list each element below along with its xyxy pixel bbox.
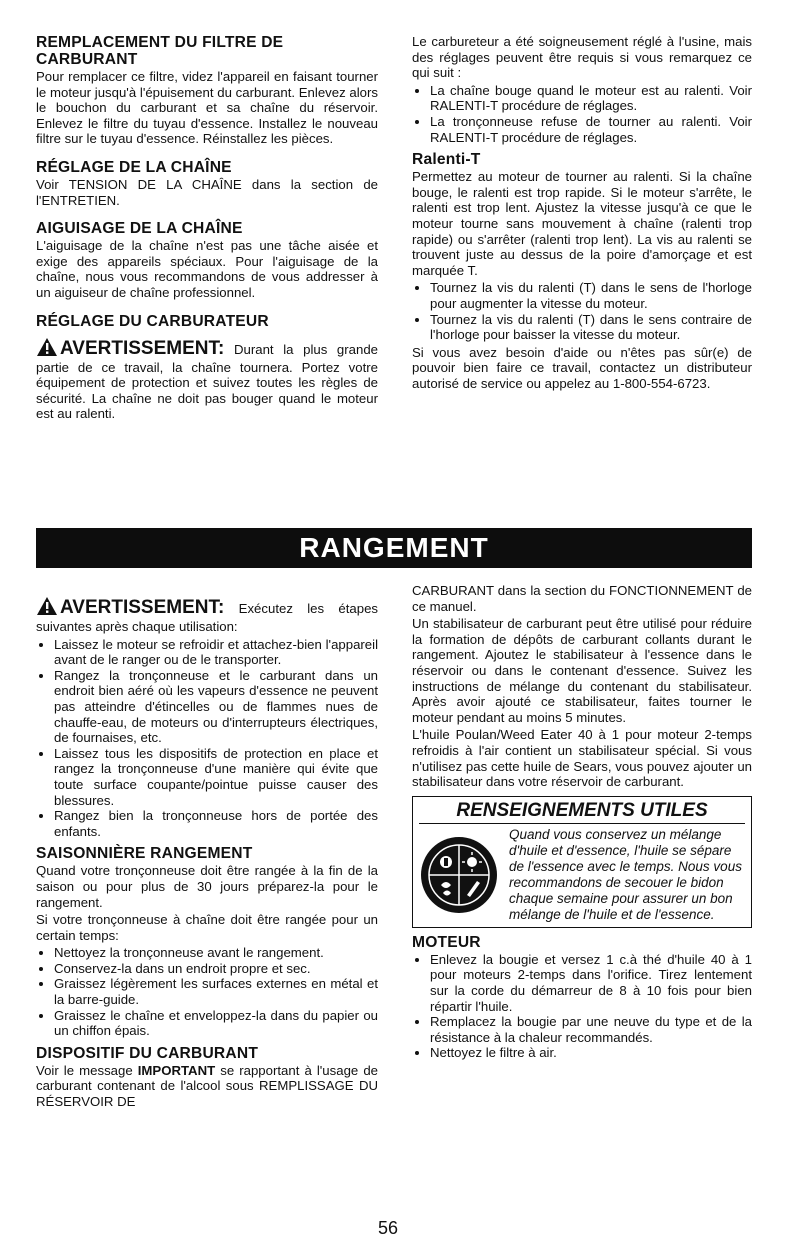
section-banner: RANGEMENT (36, 528, 752, 568)
section-title-chain-adjust: RÉGLAGE DE LA CHAÎNE (36, 158, 232, 176)
engine-list (412, 952, 752, 1061)
stabilizer-text: Un stabilisateur de carburant peut être utilisé pour réduire la formation de dépôts de carburant collants durant le rangement. Ajoutez le stabilisateur à l'essence dans le réservoir ou dans le contenant d'essence. Suivez les instructions de mélange du contenant du stabilisateur. Après avoir ajouté ce stabilisateur, faites tourner le moteur pendant au moins 5 minutes. (412, 616, 752, 725)
section-title-engine: MOTEUR (412, 933, 481, 951)
section-text-fuel-filter: Pour remplacer ce filtre, videz l'appareil en faisant tourner le moteur jusqu'à l'épuisement du carburant. Enlevez alors le bouchon du carburant et sa chaîne du réservoir. Enlevez le filtre du tuyau d'essence. Installez le nouveau filtre sur le tuyau d'essence. Réinstallez les pièces. (36, 69, 378, 147)
carburetor-intro: Le carbureteur a été soigneusement réglé à l'usine, mais des réglages peuvent être requis si vous remarquez ce qui suit : (412, 34, 752, 81)
section-text-ralenti: Permettez au moteur de tourner au ralenti. Si la chaîne bouge, le ralenti est trop rapide. Si le moteur s'arrête, le ralenti est trop lent. Ajustez la vitesse jusqu'à ce que le moteur tourne sans mouvement à chaîne (ralenti trop rapide) ou s'arrêter (ralenti trop lent). La vis au ralenti se trouvent juste au dessus de la poire d'amorçage et est marquée T. (412, 169, 752, 278)
list-item: • Tournez la vis du ralenti (T) dans le sens contraire de l'horloge pour baisser la vitesse du moteur. (430, 312, 752, 343)
list-item: • Rangez bien la tronçonneuse hors de portée des enfants. (54, 808, 378, 839)
warning-triangle-icon (36, 596, 58, 616)
warning-label: AVERTISSEMENT: (60, 337, 225, 359)
list-item: • La tronçonneuse refuse de tourner au ralenti. Voir RALENTI-T procédure de réglages. (430, 114, 752, 145)
list-item: • Graissez le chaîne et enveloppez-la dans du papier ou un chiffon épais. (54, 1008, 378, 1039)
column-bottom-left (36, 596, 378, 1112)
warning-label: AVERTISSEMENT: (60, 597, 225, 618)
fuel-text-important: IMPORTANT (137, 1062, 216, 1078)
fuel-continued-text: CARBURANT dans la section du FONCTIONNEMENT de ce manuel. (412, 583, 752, 614)
warning-text: Exécutez les étapes suivantes après chaque utilisation: (36, 601, 378, 634)
column-bottom-right (412, 583, 752, 1063)
useful-tips-box (412, 796, 752, 928)
fuel-system-text (36, 1063, 378, 1110)
list-item: • Remplacez la bougie par une neuve du type et de la résistance à la chaleur recommandés. (430, 1014, 752, 1045)
tips-title: RENSEIGNEMENTS UTILES (419, 801, 745, 824)
warning-text: Durant la plus grande partie de ce travail, la chaîne tournera. Portez votre équipement de protection et suivez toutes les règles de sécurité. La chaîne ne doit pas bouger quand le moteur est au ralenti. (36, 341, 378, 422)
list-item: • Enlevez la bougie et versez 1 c.à thé d'huile 40 à 1 pour moteurs 2-temps dans l'orifice. Tirez lentement sur la corde du démarreur de 8 à 10 fois pour bien répartir l'huile. (430, 952, 752, 1014)
warning-triangle-icon (36, 337, 58, 357)
section-title-ralenti: Ralenti-T (412, 151, 481, 169)
seasonal-list (36, 945, 378, 1039)
section-title-fuel-filter: REMPLACEMENT DU FILTRE DE CARBURANT (36, 34, 284, 68)
column-top-right (412, 34, 752, 393)
list-item: • Rangez la tronçonneuse et le carburant dans un endroit bien aéré où les vapeurs d'essence ne peuvent pas atteindre d'étincelles ou de flammes nues de chauffe-eau, de moteurs ou d'interrupteurs électriques, de fournaises, etc. (54, 668, 378, 746)
list-item: • Laissez tous les dispositifs de protection en place et rangez la tronçonneuse d'une manière qui évite que toute surface coupante/pointue puisse causer des blessures. (54, 746, 378, 808)
tips-badge-icon (419, 835, 499, 915)
carburetor-symptom-list (412, 83, 752, 145)
storage-warning (36, 596, 378, 635)
oil-text: L'huile Poulan/Weed Eater 40 à 1 pour moteur 2-temps refroidis à l'air contient un stabilisateur spécial. Si vous n'utilisez pas cette huile de Sears, vous pouvez ajouter un stabilisateur dans votre réservoir de carburant. (412, 727, 752, 790)
page-number: 56 (378, 1218, 399, 1238)
list-item: • Graissez légèrement les surfaces externes en métal et la barre-guide. (54, 976, 378, 1007)
list-item: • La chaîne bouge quand le moteur est au ralenti. Voir RALENTI-T procédure de réglages. (430, 83, 752, 114)
list-item: • Tournez la vis du ralenti (T) dans le sens de l'horloge pour augmenter la vitesse du moteur. (430, 280, 752, 311)
column-top-left (36, 34, 378, 424)
fuel-text-pre: Voir le message (36, 1062, 138, 1078)
section-title-chain-sharpen: AIGUISAGE DE LA CHAÎNE (36, 220, 243, 238)
list-item: • Nettoyez la tronçonneuse avant le rangement. (54, 945, 378, 961)
list-item: • Nettoyez le filtre à air. (430, 1045, 752, 1061)
seasonal-text-2: Si votre tronçonneuse à chaîne doit être rangée pour un certain temps: (36, 912, 378, 943)
section-title-seasonal: SAISONNIÈRE RANGEMENT (36, 845, 253, 863)
section-title-fuel-system: DISPOSITIF DU CARBURANT (36, 1044, 259, 1062)
list-item: • Laissez le moteur se refroidir et attachez-bien l'appareil avant de le ranger ou de le transporter. (54, 637, 378, 668)
section-title-carburetor: RÉGLAGE DU CARBURATEUR (36, 312, 269, 330)
tips-text: Quand vous conservez un mélange d'huile et d'essence, l'huile se sépare de l'essence avec le temps. Nous vous recommandons de secouer le bidon chaque semaine pour assurer un bon mélange de l'huile et de l'essence. (509, 826, 742, 922)
fuel-text-post: se rapportant à l'usage de carburant contenant de l'alcool sous REMPLISSAGE DU RÉSERVOIR DE (36, 1062, 378, 1110)
ralenti-list (412, 280, 752, 342)
seasonal-text-1: Quand votre tronçonneuse doit être rangée à la fin de la saison ou pour plus de 30 jours préparez-la pour le rangement. (36, 863, 378, 910)
list-item: • Conservez-la dans un endroit propre et sec. (54, 961, 378, 977)
section-text-chain-sharpen: L'aiguisage de la chaîne n'est pas une tâche aisée et exige des appareils spéciaux. Pour l'aiguisage de la chaîne, nous vous recommandons de vous addresser à un aiguiseur de chaîne professionnel. (36, 238, 378, 300)
storage-list (36, 637, 378, 840)
carburetor-warning (36, 337, 378, 422)
help-text: Si vous avez besoin d'aide ou n'êtes pas sûr(e) de pouvoir bien faire ce travail, contactez un distributeur autorisé de service ou appelez au 1-800-554-6723. (412, 344, 752, 391)
section-text-chain-adjust: Voir TENSION DE LA CHAÎNE dans la section de l'ENTRETIEN. (36, 176, 378, 208)
